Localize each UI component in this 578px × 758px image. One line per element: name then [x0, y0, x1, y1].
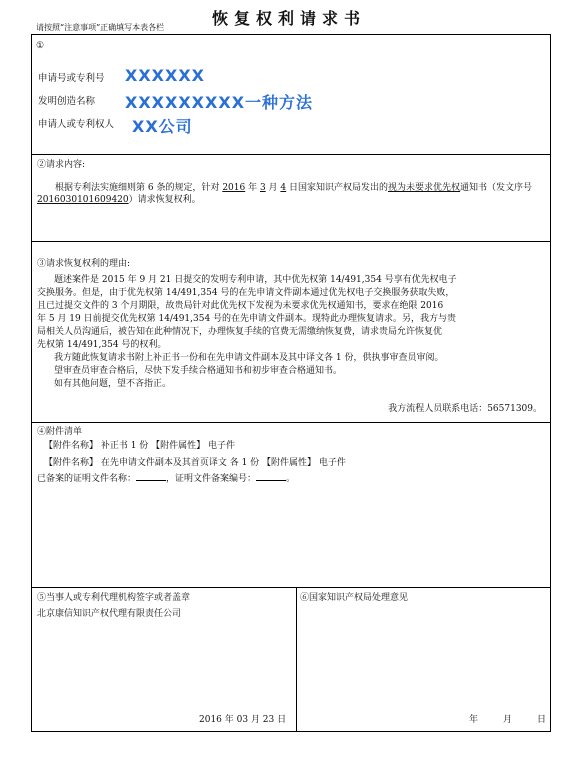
reason-line-7: 我方随此恢复请求书附上补正书一份和在先申请文件副本及其中译文各 1 份，供执事审查员审阅。: [54, 353, 444, 363]
record-number-blank: [256, 472, 286, 481]
request-text-c: 月: [265, 183, 281, 193]
office-date-year: 年: [469, 715, 479, 725]
reason-line-4: 年 5 月 19 日前提交优先权第 14/491,354 号的在先申请文件副本。现特此办理恢复请求。另，我方与贵: [37, 314, 457, 324]
divider-1: [32, 154, 550, 155]
form-title: 恢复权利请求书: [211, 9, 366, 28]
record-line: [37, 472, 295, 486]
request-text-b: 年: [245, 183, 260, 193]
section2-heading: ②请求内容:: [37, 160, 86, 170]
record-number-label: ，证明文件备案编号：: [166, 474, 257, 484]
section1-marker: ①: [36, 41, 45, 51]
invention-name-label: 发明创造名称: [38, 96, 96, 107]
attachment-1: 【附件名称】 补正书 1 份 【附件属性】 电子件: [44, 441, 236, 451]
request-year: 2016: [222, 183, 246, 193]
reason-line-2: 交换服务。但是，由于优先权第 14/491,354 号的在先申请文件副本通过优先权电子交换服务获取失败，: [37, 288, 455, 298]
office-date-month: 月: [503, 715, 513, 725]
divider-3: [32, 422, 550, 423]
divider-vertical: [296, 587, 297, 732]
form-instruction: 请按照“注意事项”正确填写本表各栏: [36, 23, 165, 32]
attachment-2: 【附件名称】 在先申请文件副本及其首页译文 各 1 份 【附件属性】 电子件: [44, 458, 346, 468]
request-serial-number: 2016030101609420: [37, 194, 129, 205]
divider-2: [32, 241, 550, 242]
section4-heading: ④附件清单: [37, 427, 83, 437]
record-name-label: 已备案的证明文件名称：: [37, 474, 137, 484]
applicant-label: 申请人或专利权人: [38, 119, 115, 130]
application-number-value: XXXXXX: [125, 66, 206, 85]
section3-heading: ③请求恢复权利的理由:: [37, 259, 131, 269]
reason-line-1: 题述案件是 2015 年 9 月 21 日提交的发明专利申请，其中优先权第 14/491,354 号享有优先权电子: [54, 275, 457, 285]
section6-heading: ⑥国家知识产权局处理意见: [300, 593, 409, 603]
reason-line-5: 局相关人员沟通后，被告知在此种情况下，办理恢复手续的官费无需缴纳恢复费，请求贵局允许恢复优: [37, 327, 443, 337]
record-end: 。: [286, 474, 296, 484]
request-text-a: 根据专利法实施细则第 6 条的规定，针对: [55, 183, 223, 193]
reason-line-3: 且已过提交文件的 3 个月期限，故贵局针对此优先权下发视为未要求优先权通知书，要求在绝限 2016: [37, 301, 444, 311]
request-text-d: 日国家知识产权局发出的: [286, 183, 389, 193]
applicant-value: XX公司: [132, 117, 193, 136]
request-text-e: 通知书（发文序号: [460, 183, 533, 193]
reason-line-8: 望审查员审查合格后，尽快下发手续合格通知书和初步审查合格通知书。: [54, 366, 343, 376]
record-name-blank: [136, 472, 166, 481]
request-text-f: ）请求恢复权利。: [128, 194, 201, 205]
request-day: 4: [280, 183, 287, 193]
reason-line-9: 如有其他问题，望不吝指正。: [54, 379, 172, 389]
contact-phone: 我方流程人员联系电话：56571309。: [388, 404, 542, 414]
reason-line-6: 先权第 14/491,354 号的权利。: [37, 340, 167, 350]
divider-4: [32, 587, 550, 588]
application-number-label: 申请号或专利号: [38, 73, 105, 84]
request-month: 3: [259, 183, 266, 193]
signature-date: 2016 年 03 月 23 日: [199, 715, 287, 725]
agency-name: 北京康信知识产权代理有限责任公司: [37, 609, 182, 619]
invention-name-value: XXXXXXXXX一种方法: [125, 93, 314, 112]
office-date-day: 日: [537, 715, 547, 725]
section5-heading: ⑤当事人或专利代理机构签字或者盖章: [37, 593, 191, 603]
form-frame: [31, 34, 551, 732]
request-content: [37, 183, 537, 206]
request-notice-type: 视为未要求优先权: [388, 183, 461, 193]
